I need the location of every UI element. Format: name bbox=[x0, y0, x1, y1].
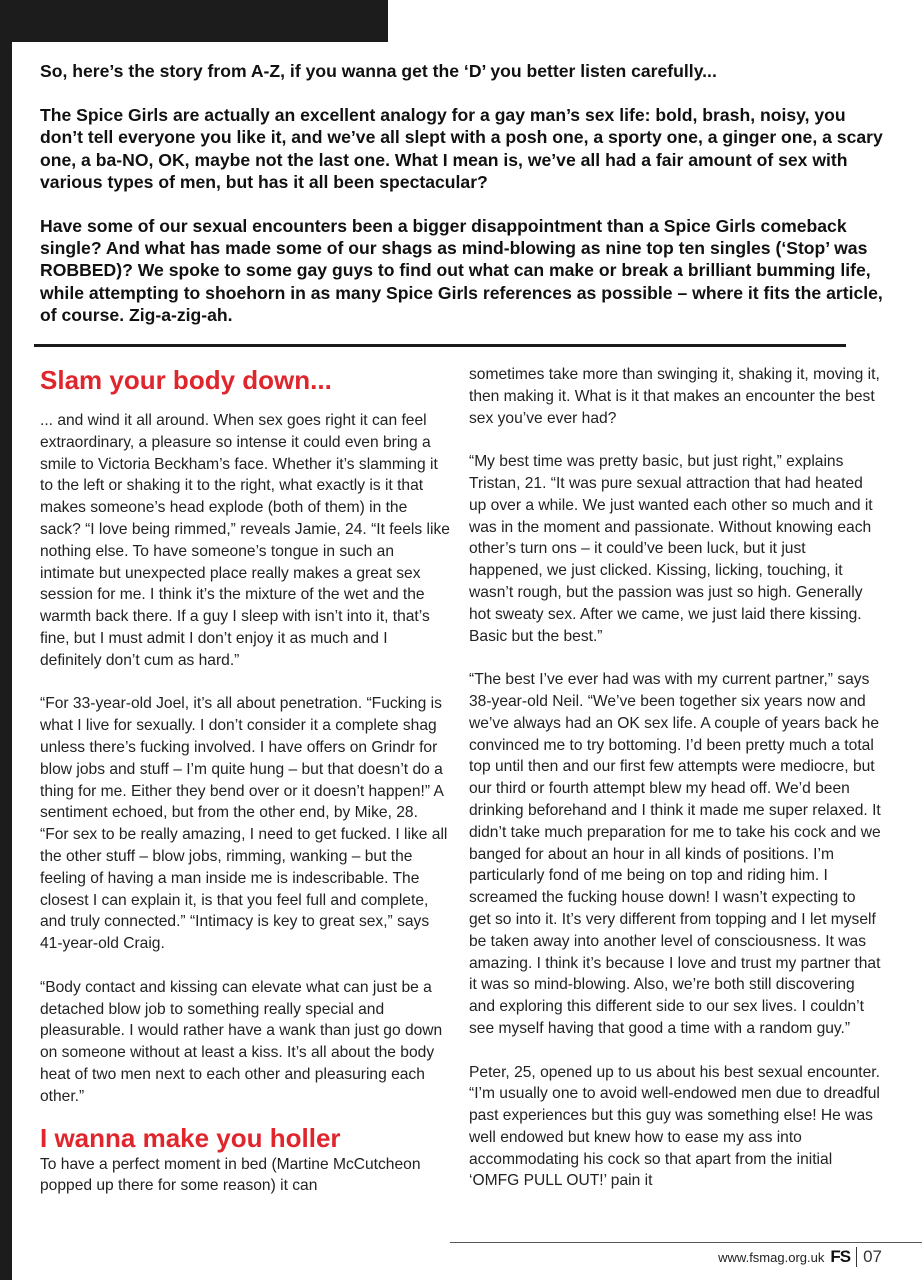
section-heading: Slam your body down... bbox=[40, 365, 332, 395]
intro-paragraph: So, here’s the story from A-Z, if you wanna get the ‘D’ you better listen carefully... bbox=[40, 61, 717, 81]
intro-paragraph: Have some of our sexual encounters been a bigger disappointment than a Spice Girls comeback single? And what has made some of our shags as mind-blowing as nine top ten singles (‘Stop’ was ROBBED)? We spoke to some gay guys to find out what can make or break a brilliant bumming life, while attempting to shoehorn in as many Spice Girls references as possible – where it fits the article, of course. Zig-a-zig-ah. bbox=[40, 216, 883, 325]
intro-paragraph: The Spice Girls are actually an excellent analogy for a gay man’s sex life: bold, brash, noisy, you don’t tell everyone you like it, and we’ve all slept with a posh one, a sporty one, a ginger one, a scary one, a ba-NO, OK, maybe not the last one. What I mean is, we’ve all had a fair amount of sex with various types of men, but has it all been spectacular? bbox=[40, 105, 883, 192]
body-paragraph: sometimes take more than swinging it, shaking it, moving it, then making it. What is it that makes an encounter the best sex you’ve ever had? bbox=[469, 366, 880, 427]
section-divider bbox=[34, 344, 846, 347]
body-paragraph: ... and wind it all around. When sex goes right it can feel extraordinary, a pleasure so intense it could even bring a smile to Victoria Beckham’s face. Whether it’s slamming it to the left or shaking it to the right, what exactly is it that makes someone’s head explode (both of them) in the sack? “I love being rimmed,” reveals Jamie, 24. “It feels like nothing else. To have someone’s tongue in such an intimate but unexpected place really makes a great sex session for me. I think it’s the mixture of the wet and the warmth back there. If a guy I sleep with isn’t into it, that’s fine, but I must admit I don’t enjoy it as much and I definitely don’t cum as hard.” bbox=[40, 412, 450, 669]
body-paragraph: “My best time was pretty basic, but just right,” explains Tristan, 21. “It was pure sexual attraction that had heated up over a while. We just wanted each other so much and it was in the moment and passionate. Without knowing each other’s turn ons – it could’ve been luck, but it just happened, we just clicked. Kissing, licking, touching, it wasn’t rough, but the passion was just so high. Generally hot sweaty sex. After we came, we just laid there kissing. Basic but the best.” bbox=[469, 453, 873, 645]
section-heading: I wanna make you holler bbox=[40, 1122, 341, 1153]
right-column bbox=[469, 364, 881, 1192]
page-number: 07 bbox=[863, 1247, 882, 1266]
footer-separator bbox=[856, 1247, 857, 1267]
footer-rule bbox=[450, 1242, 922, 1243]
page-footer bbox=[718, 1246, 882, 1268]
intro-section bbox=[40, 60, 890, 348]
left-column bbox=[40, 364, 450, 1197]
body-paragraph: “Body contact and kissing can elevate what can just be a detached blow job to something really special and pleasurable. I would rather have a wank than just go down on someone without at least a kiss. It’s all about the body heat of two men next to each other and pleasuring each other.” bbox=[40, 978, 443, 1105]
body-paragraph: Peter, 25, opened up to us about his best sexual encounter. “I’m usually one to avoid well-endowed men due to dreadful past experiences but this guy was something else! He was well endowed but knew how to ease my ass into accommodating his cock so that apart from the initial ‘OMFG PULL OUT!’ pain it bbox=[469, 1063, 880, 1190]
footer-url[interactable]: www.fsmag.org.uk bbox=[718, 1249, 825, 1265]
body-paragraph: “The best I’ve ever had was with my current partner,” says 38-year-old Neil. “We’ve been together six years now and we’ve always had an OK sex life. A couple of years back he convinced me to try bottoming. I’d been pretty much a total top until then and our first few attempts were mediocre, but our third or fourth attempt blew my head off. We’d been drinking beforehand and I think it made me super relaxed. It didn’t take much preparation for me to take his cock and we banged for about an hour in all kinds of positions. I’m particularly fond of me being on top and riding him. I screamed the fucking house down! I wasn’t expecting to get so into it. It’s very different from topping and I let myself be taken away into another level of consciousness. It was amazing. I think it’s because I love and trust my partner that it was so mind-blowing. Also, we’re both still discovering and exploring this different side to our sex lives. I couldn’t see myself having that good a time with a random guy.” bbox=[469, 671, 881, 1037]
fs-logo: FS bbox=[830, 1247, 851, 1266]
body-paragraph: “For 33-year-old Joel, it’s all about penetration. “Fucking is what I live for sexually. I don’t consider it a complete shag unless there’s fucking involved. I have offers on Grindr for blow jobs and stuff – I’m quite hung – but that doesn’t do a thing for me. Either they bend over or it doesn’t happen!” A sentiment echoed, but from the other end, by Mike, 28. “For sex to be really amazing, I need to get fucked. I like all the other stuff – blow jobs, rimming, wanking – but the feeling of having a man inside me is indescribable. The closest I can explain it, is that you feel full and complete, and truly connected.” “Intimacy is key to great sex,” says 41-year-old Craig. bbox=[40, 695, 448, 953]
body-paragraph: To have a perfect moment in bed (Martine McCutcheon popped up there for some reason) it can bbox=[40, 1155, 421, 1195]
